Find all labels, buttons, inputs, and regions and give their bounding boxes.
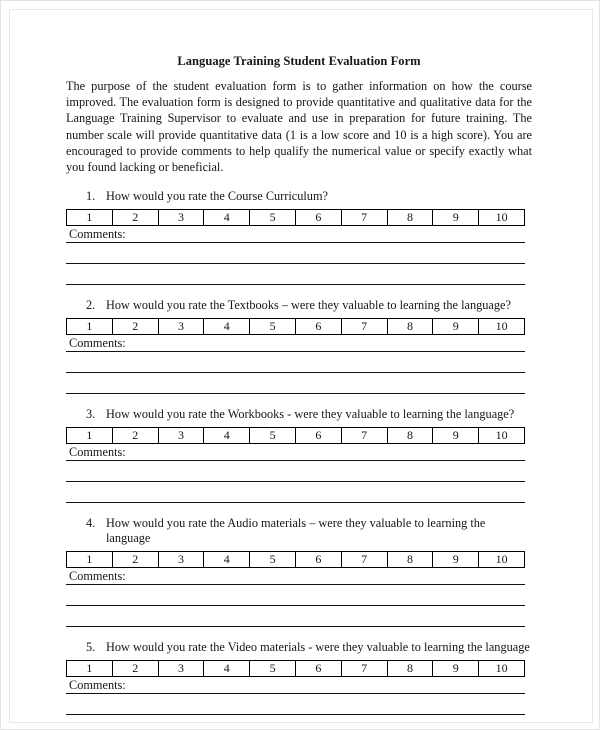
rating-cell-5-7[interactable]: 7 (341, 661, 387, 677)
comments-area-5 (66, 677, 525, 730)
rating-cell-4-1[interactable]: 1 (67, 552, 113, 568)
comments-rule-1-2[interactable] (66, 248, 525, 264)
rating-cell-5-9[interactable]: 9 (433, 661, 479, 677)
rating-cell-2-6[interactable]: 6 (295, 319, 341, 335)
question-number-2: 2. (86, 298, 96, 313)
comments-label-4: Comments: (69, 569, 126, 584)
rating-cell-3-7[interactable]: 7 (341, 428, 387, 444)
rating-cell-3-2[interactable]: 2 (112, 428, 158, 444)
comments-rule-2-2[interactable] (66, 357, 525, 373)
question-block-4 (66, 516, 532, 627)
comments-label-2: Comments: (69, 336, 126, 351)
page-title: Language Training Student Evaluation Form (177, 54, 421, 68)
comments-rule-3-3[interactable] (66, 487, 525, 503)
comments-area-1 (66, 226, 525, 285)
rating-cell-5-10[interactable]: 10 (479, 661, 525, 677)
rating-cell-2-7[interactable]: 7 (341, 319, 387, 335)
comments-label-5: Comments: (69, 678, 126, 693)
rating-cell-3-9[interactable]: 9 (433, 428, 479, 444)
rating-cell-5-6[interactable]: 6 (295, 661, 341, 677)
rating-scale-5[interactable] (66, 660, 525, 677)
rating-cell-4-3[interactable]: 3 (158, 552, 204, 568)
question-line-1 (66, 189, 532, 204)
rating-cell-1-6[interactable]: 6 (295, 210, 341, 226)
comments-rule-4-2[interactable] (66, 590, 525, 606)
comments-rule-2-3[interactable] (66, 378, 525, 394)
comments-rule-5-2[interactable] (66, 699, 525, 715)
question-text-1: How would you rate the Course Curriculum? (106, 189, 328, 204)
rating-cell-4-8[interactable]: 8 (387, 552, 433, 568)
comments-label-3: Comments: (69, 445, 126, 460)
comments-rule-2-1[interactable] (66, 335, 525, 352)
comments-area-2 (66, 335, 525, 394)
table-row (67, 552, 525, 568)
question-line-2 (66, 298, 532, 313)
question-block-3 (66, 407, 532, 503)
rating-cell-5-4[interactable]: 4 (204, 661, 250, 677)
rating-cell-4-4[interactable]: 4 (204, 552, 250, 568)
rating-cell-4-7[interactable]: 7 (341, 552, 387, 568)
comments-rule-5-3[interactable] (66, 720, 525, 730)
comments-area-4 (66, 568, 525, 627)
question-block-2 (66, 298, 532, 394)
rating-cell-3-1[interactable]: 1 (67, 428, 113, 444)
rating-cell-3-4[interactable]: 4 (204, 428, 250, 444)
question-block-5 (66, 640, 532, 730)
question-line-4 (66, 516, 532, 546)
rating-cell-1-3[interactable]: 3 (158, 210, 204, 226)
table-row (67, 210, 525, 226)
paper-sheet (9, 9, 593, 723)
rating-cell-4-6[interactable]: 6 (295, 552, 341, 568)
rating-cell-2-2[interactable]: 2 (112, 319, 158, 335)
question-text-5: How would you rate the Video materials - were they valuable to learning the language (106, 640, 530, 655)
rating-cell-5-8[interactable]: 8 (387, 661, 433, 677)
rating-scale-2[interactable] (66, 318, 525, 335)
rating-cell-2-9[interactable]: 9 (433, 319, 479, 335)
rating-cell-2-4[interactable]: 4 (204, 319, 250, 335)
comments-rule-5-1[interactable] (66, 677, 525, 694)
rating-cell-3-5[interactable]: 5 (250, 428, 296, 444)
question-text-4: How would you rate the Audio materials – were they valuable to learning the language (106, 516, 486, 546)
rating-cell-1-8[interactable]: 8 (387, 210, 433, 226)
rating-cell-1-9[interactable]: 9 (433, 210, 479, 226)
question-number-1: 1. (86, 189, 96, 204)
rating-scale-1[interactable] (66, 209, 525, 226)
rating-cell-4-2[interactable]: 2 (112, 552, 158, 568)
comments-label-1: Comments: (69, 227, 126, 242)
rating-cell-2-5[interactable]: 5 (250, 319, 296, 335)
question-line-5 (66, 640, 532, 655)
document-content (66, 54, 532, 730)
question-line-3 (66, 407, 532, 422)
rating-cell-1-10[interactable]: 10 (479, 210, 525, 226)
comments-rule-1-1[interactable] (66, 226, 525, 243)
rating-cell-3-6[interactable]: 6 (295, 428, 341, 444)
rating-cell-4-10[interactable]: 10 (479, 552, 525, 568)
rating-cell-4-9[interactable]: 9 (433, 552, 479, 568)
rating-cell-2-10[interactable]: 10 (479, 319, 525, 335)
rating-cell-5-5[interactable]: 5 (250, 661, 296, 677)
comments-rule-4-3[interactable] (66, 611, 525, 627)
rating-cell-3-3[interactable]: 3 (158, 428, 204, 444)
question-number-4: 4. (86, 516, 96, 531)
question-text-3: How would you rate the Workbooks - were they valuable to learning the language? (106, 407, 515, 422)
rating-cell-1-5[interactable]: 5 (250, 210, 296, 226)
question-block-1 (66, 189, 532, 285)
rating-cell-1-1[interactable]: 1 (67, 210, 113, 226)
comments-area-3 (66, 444, 525, 503)
rating-scale-3[interactable] (66, 427, 525, 444)
question-number-5: 5. (86, 640, 96, 655)
rating-cell-5-1[interactable]: 1 (67, 661, 113, 677)
table-row (67, 428, 525, 444)
intro-paragraph: The purpose of the student evaluation form is to gather information on how the course improved. The evaluation form is designed to provide quantitative and qualitative data for the Language Training Supervisor to evaluate and use in preparation for future training. The number scale will provide quantitative data (1 is a low score and 10 is a high score). You are encouraged to provide comments to help qualify the numerical value or specify exactly what you found lacking or beneficial. (66, 79, 532, 175)
comments-rule-3-1[interactable] (66, 444, 525, 461)
rating-cell-1-7[interactable]: 7 (341, 210, 387, 226)
comments-rule-1-3[interactable] (66, 269, 525, 285)
rating-scale-4[interactable] (66, 551, 525, 568)
table-row (67, 661, 525, 677)
rating-cell-1-4[interactable]: 4 (204, 210, 250, 226)
rating-cell-5-3[interactable]: 3 (158, 661, 204, 677)
rating-cell-3-10[interactable]: 10 (479, 428, 525, 444)
rating-cell-2-8[interactable]: 8 (387, 319, 433, 335)
table-row (67, 319, 525, 335)
comments-rule-3-2[interactable] (66, 466, 525, 482)
rating-cell-5-2[interactable]: 2 (112, 661, 158, 677)
rating-cell-3-8[interactable]: 8 (387, 428, 433, 444)
comments-rule-4-1[interactable] (66, 568, 525, 585)
rating-cell-2-1[interactable]: 1 (67, 319, 113, 335)
rating-cell-4-5[interactable]: 5 (250, 552, 296, 568)
rating-cell-2-3[interactable]: 3 (158, 319, 204, 335)
question-text-2: How would you rate the Textbooks – were they valuable to learning the language? (106, 298, 511, 313)
question-number-3: 3. (86, 407, 96, 422)
rating-cell-1-2[interactable]: 2 (112, 210, 158, 226)
